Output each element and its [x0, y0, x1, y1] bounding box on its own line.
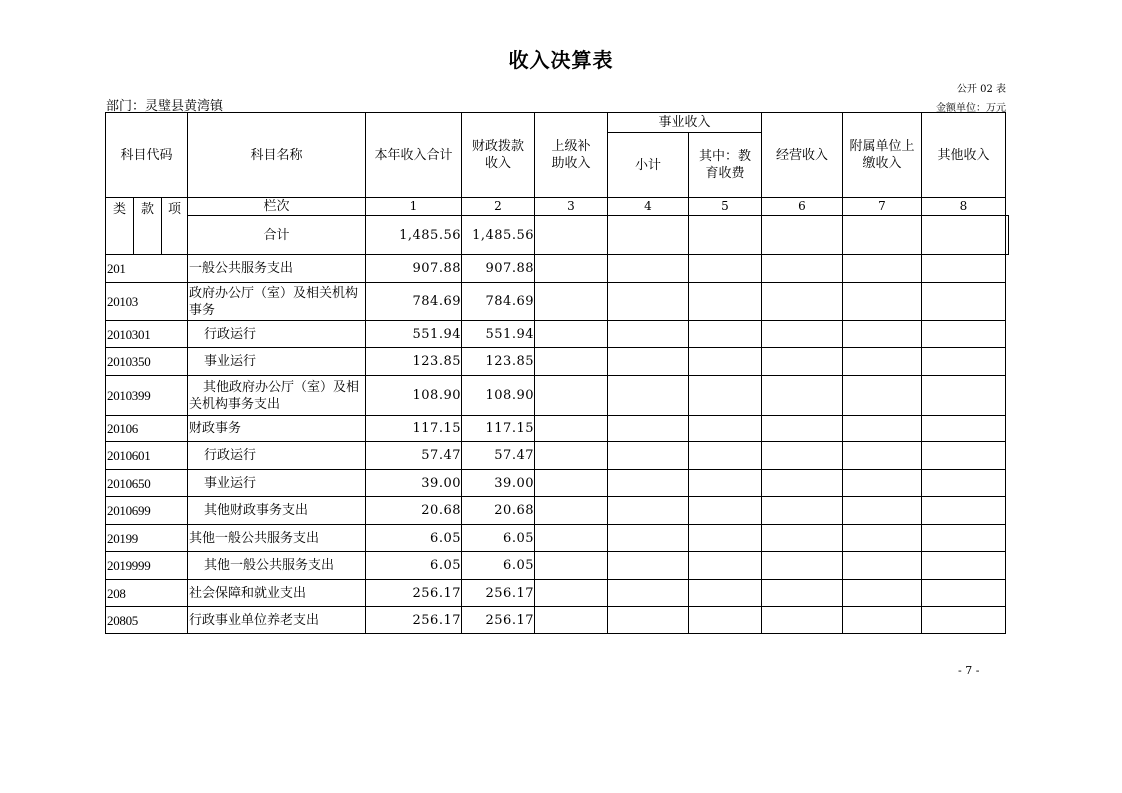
table-row	[106, 416, 1009, 442]
row-fiscal: 123.85	[462, 348, 535, 376]
table-row	[106, 580, 1009, 607]
form-number: 公开 02 表	[956, 84, 1006, 95]
row-code: 2010650	[106, 470, 188, 497]
empty-cell	[762, 376, 843, 416]
empty-cell	[922, 348, 1006, 376]
empty-cell	[843, 348, 922, 376]
row-total: 57.47	[366, 442, 462, 470]
row-total: 256.17	[366, 607, 462, 634]
row-fiscal: 551.94	[462, 321, 535, 348]
empty-cell	[922, 442, 1006, 470]
row-fiscal: 20.68	[462, 497, 535, 525]
empty-cell	[922, 552, 1006, 580]
table-row	[106, 607, 1009, 634]
empty-cell	[535, 442, 608, 470]
row-code: 208	[106, 580, 188, 607]
empty-cell	[608, 525, 689, 552]
income-table	[105, 112, 1009, 634]
empty-cell	[535, 321, 608, 348]
row-name: 政府办公厅（室）及相关机构事务	[188, 283, 366, 321]
empty-cell	[922, 470, 1006, 497]
empty-cell	[689, 552, 762, 580]
empty-cell	[535, 255, 608, 283]
empty-cell	[608, 607, 689, 634]
row-name: 事业运行	[188, 470, 366, 497]
header-other-income: 其他收入	[922, 113, 1006, 198]
empty-cell	[922, 525, 1006, 552]
empty-cell	[762, 607, 843, 634]
empty-cell	[689, 283, 762, 321]
empty-cell	[689, 497, 762, 525]
total-row-label: 合计	[188, 216, 366, 255]
empty-cell	[843, 607, 922, 634]
empty-cell	[762, 497, 843, 525]
row-name: 社会保障和就业支出	[188, 580, 366, 607]
row-code: 20199	[106, 525, 188, 552]
column-number: 6	[762, 198, 843, 216]
empty-cell	[608, 283, 689, 321]
row-name: 行政事业单位养老支出	[188, 607, 366, 634]
row-fiscal: 256.17	[462, 580, 535, 607]
empty-cell	[689, 525, 762, 552]
header-business-income: 事业收入	[608, 113, 762, 133]
header-education-fee: 其中：教育收费	[689, 133, 762, 198]
row-total: 39.00	[366, 470, 462, 497]
header-column-label: 栏次	[188, 198, 366, 216]
table-row	[106, 552, 1009, 580]
empty-cell	[608, 376, 689, 416]
row-code: 2010699	[106, 497, 188, 525]
row-code: 201	[106, 255, 188, 283]
empty-cell	[843, 255, 922, 283]
empty-cell	[843, 321, 922, 348]
total-row-fiscal: 1,485.56	[462, 216, 535, 255]
row-total: 123.85	[366, 348, 462, 376]
empty-cell	[689, 416, 762, 442]
page-title: 收入决算表	[508, 48, 614, 72]
empty-cell	[843, 442, 922, 470]
column-number: 8	[922, 198, 1006, 216]
table-row	[106, 376, 1009, 416]
empty-cell	[922, 321, 1006, 348]
row-total: 551.94	[366, 321, 462, 348]
header-superior-subsidy: 上级补助收入	[535, 113, 608, 198]
empty-cell	[535, 470, 608, 497]
empty-cell	[843, 497, 922, 525]
header-total-income: 本年收入合计	[366, 113, 462, 198]
empty-cell	[843, 580, 922, 607]
empty-cell	[608, 321, 689, 348]
header-kuan: 款	[134, 198, 162, 255]
table-row	[106, 348, 1009, 376]
row-fiscal: 57.47	[462, 442, 535, 470]
empty-cell	[922, 580, 1006, 607]
table-row	[106, 442, 1009, 470]
table-row	[106, 283, 1009, 321]
empty-cell	[843, 470, 922, 497]
header-subject-name: 科目名称	[188, 113, 366, 198]
empty-cell	[608, 497, 689, 525]
total-row-total: 1,485.56	[366, 216, 462, 255]
department-label: 部门：灵璧县黄湾镇	[106, 99, 224, 114]
row-code: 2010601	[106, 442, 188, 470]
row-code: 2010399	[106, 376, 188, 416]
empty-cell	[535, 607, 608, 634]
column-number: 5	[689, 198, 762, 216]
row-code: 20103	[106, 283, 188, 321]
empty-cell	[689, 348, 762, 376]
empty-cell	[922, 376, 1006, 416]
row-fiscal: 39.00	[462, 470, 535, 497]
empty-cell	[608, 442, 689, 470]
row-name: 其他一般公共服务支出	[188, 552, 366, 580]
empty-cell	[762, 552, 843, 580]
header-subject-code: 科目代码	[106, 113, 188, 198]
header-subtotal: 小计	[608, 133, 689, 198]
header-lei: 类	[106, 198, 134, 255]
row-name: 一般公共服务支出	[188, 255, 366, 283]
empty-cell	[843, 525, 922, 552]
empty-cell	[762, 580, 843, 607]
empty-cell	[843, 416, 922, 442]
empty-cell	[762, 525, 843, 552]
header-operating-income: 经营收入	[762, 113, 843, 198]
row-fiscal: 6.05	[462, 552, 535, 580]
row-name: 其他一般公共服务支出	[188, 525, 366, 552]
empty-cell	[762, 470, 843, 497]
row-name: 行政运行	[188, 321, 366, 348]
header-affiliated-income: 附属单位上缴收入	[843, 113, 922, 198]
row-fiscal: 784.69	[462, 283, 535, 321]
empty-cell	[608, 348, 689, 376]
table-row	[106, 321, 1009, 348]
row-code: 2010350	[106, 348, 188, 376]
row-total: 20.68	[366, 497, 462, 525]
empty-cell	[535, 416, 608, 442]
row-name: 行政运行	[188, 442, 366, 470]
column-number: 1	[366, 198, 462, 216]
empty-cell	[843, 283, 922, 321]
empty-cell	[608, 552, 689, 580]
empty-cell	[762, 348, 843, 376]
row-fiscal: 108.90	[462, 376, 535, 416]
row-code: 20106	[106, 416, 188, 442]
empty-cell	[922, 497, 1006, 525]
header-xiang: 项	[162, 198, 188, 255]
row-fiscal: 907.88	[462, 255, 535, 283]
row-total: 784.69	[366, 283, 462, 321]
empty-cell	[843, 376, 922, 416]
empty-cell	[922, 607, 1006, 634]
row-fiscal: 6.05	[462, 525, 535, 552]
row-code: 20805	[106, 607, 188, 634]
empty-cell	[922, 416, 1006, 442]
empty-cell	[535, 497, 608, 525]
empty-cell	[535, 580, 608, 607]
empty-cell	[608, 255, 689, 283]
row-name: 事业运行	[188, 348, 366, 376]
row-total: 907.88	[366, 255, 462, 283]
empty-cell	[762, 321, 843, 348]
column-number: 2	[462, 198, 535, 216]
empty-cell	[762, 255, 843, 283]
row-total: 108.90	[366, 376, 462, 416]
empty-cell	[922, 255, 1006, 283]
empty-cell	[843, 552, 922, 580]
column-number: 4	[608, 198, 689, 216]
empty-cell	[922, 283, 1006, 321]
page-number: - 7 -	[958, 664, 980, 677]
table-row	[106, 497, 1009, 525]
row-code: 2019999	[106, 552, 188, 580]
row-code: 2010301	[106, 321, 188, 348]
table-row	[106, 255, 1009, 283]
empty-cell	[608, 470, 689, 497]
empty-cell	[689, 321, 762, 348]
empty-cell	[689, 607, 762, 634]
empty-cell	[689, 442, 762, 470]
row-name: 财政事务	[188, 416, 366, 442]
empty-cell	[608, 580, 689, 607]
row-name: 其他财政事务支出	[188, 497, 366, 525]
row-fiscal: 256.17	[462, 607, 535, 634]
row-total: 256.17	[366, 580, 462, 607]
empty-cell	[689, 376, 762, 416]
column-number: 3	[535, 198, 608, 216]
table-row	[106, 525, 1009, 552]
row-total: 117.15	[366, 416, 462, 442]
row-total: 6.05	[366, 552, 462, 580]
row-total: 6.05	[366, 525, 462, 552]
column-number: 7	[843, 198, 922, 216]
empty-cell	[535, 525, 608, 552]
empty-cell	[762, 442, 843, 470]
header-fiscal-income: 财政拨款收入	[462, 113, 535, 198]
empty-cell	[689, 580, 762, 607]
empty-cell	[535, 552, 608, 580]
empty-cell	[535, 376, 608, 416]
empty-cell	[689, 470, 762, 497]
row-fiscal: 117.15	[462, 416, 535, 442]
empty-cell	[762, 283, 843, 321]
empty-cell	[689, 255, 762, 283]
row-name: 其他政府办公厅（室）及相关机构事务支出	[188, 376, 366, 416]
empty-cell	[762, 416, 843, 442]
empty-cell	[535, 348, 608, 376]
table-row	[106, 470, 1009, 497]
empty-cell	[535, 283, 608, 321]
amount-unit-label: 金额单位：万元	[936, 103, 1006, 114]
empty-cell	[608, 416, 689, 442]
